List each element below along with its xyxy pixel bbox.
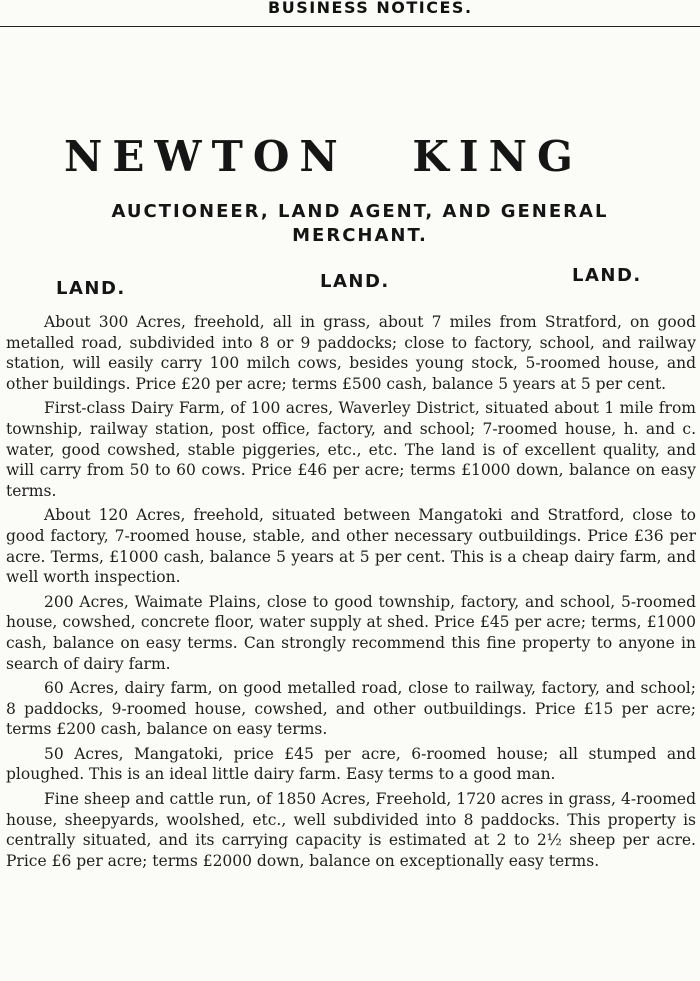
firm-name: NEWTON KING — [64, 132, 583, 181]
header-rule — [0, 26, 700, 27]
listing-50-acres-mangatoki: 50 Acres, Mangatoki, price £45 per acre, 6-roomed house; all stumped and ploughed. This is an ideal little dairy farm. Easy terms to a good man. — [6, 744, 696, 784]
land-heading-right: LAND. — [572, 265, 642, 286]
listing-60-acres-dairy-farm: 60 Acres, dairy farm, on good metalled road, close to railway, factory, and school; 8 paddocks, 9-roomed house, cowshed, and other outbuildings. Price £15 per acre; terms £200 cash, balance on easy terms. — [6, 679, 696, 739]
listing-300-acres-stratford: About 300 Acres, freehold, all in grass, about 7 miles from Stratford, on good metalled road, subdivided into 8 or 9 paddocks; close to factory, school, and railway station, will easily carry 100 milch cows, besides young stock, 5-roomed house, and other buildings. Price £20 per acre; terms £500 cash, balance 5 years at 5 per cent. — [6, 313, 696, 393]
firm-role: AUCTIONEER, LAND AGENT, AND GENERAL MERCHANT. — [111, 201, 609, 246]
land-heading-left: LAND. — [56, 278, 126, 299]
listing-dairy-farm-waverley: First-class Dairy Farm, of 100 acres, Waverley District, situated about 1 mile from township, railway station, post office, factory, and school; 7-roomed house, h. and c. water, good cowshed, stable piggeries, etc., etc. The land is of excellent quality, and will carry from 50 to 60 cows. Price £46 per acre; terms £1000 down, balance on easy terms. — [6, 399, 696, 500]
listing-120-acres-mangatoki-stratford: About 120 Acres, freehold, situated between Mangatoki and Stratford, close to good factory, 7-roomed house, stable, and other necessary outbuildings. Price £36 per acre. Terms, £1000 cash, balance 5 years at 5 per cent. This is a cheap dairy farm, and well worth inspection. — [6, 506, 696, 587]
land-heading-center: LAND. — [320, 271, 390, 292]
section-title: BUSINESS NOTICES. — [268, 0, 473, 17]
listing-200-acres-waimate-plains: 200 Acres, Waimate Plains, close to good township, factory, and school, 5-roomed house, cowshed, concrete floor, water supply at shed. Price £45 per acre; terms, £1000 cash, balance on easy terms. Can strongly recommend this fine property to anyone in search of dairy farm. — [6, 592, 696, 673]
page-header — [0, 0, 700, 30]
property-listings — [6, 312, 696, 875]
listing-sheep-cattle-run: Fine sheep and cattle run, of 1850 Acres, Freehold, 1720 acres in grass, 4-roomed house, sheepyards, woolshed, etc., well subdivided into 8 paddocks. This property is centrally situated, and its carrying capacity is estimated at 2 to 2½ sheep per acre. Price £6 per acre; terms £2000 down, balance on exceptionally easy terms. — [6, 790, 696, 870]
land-heading-row — [0, 262, 700, 302]
